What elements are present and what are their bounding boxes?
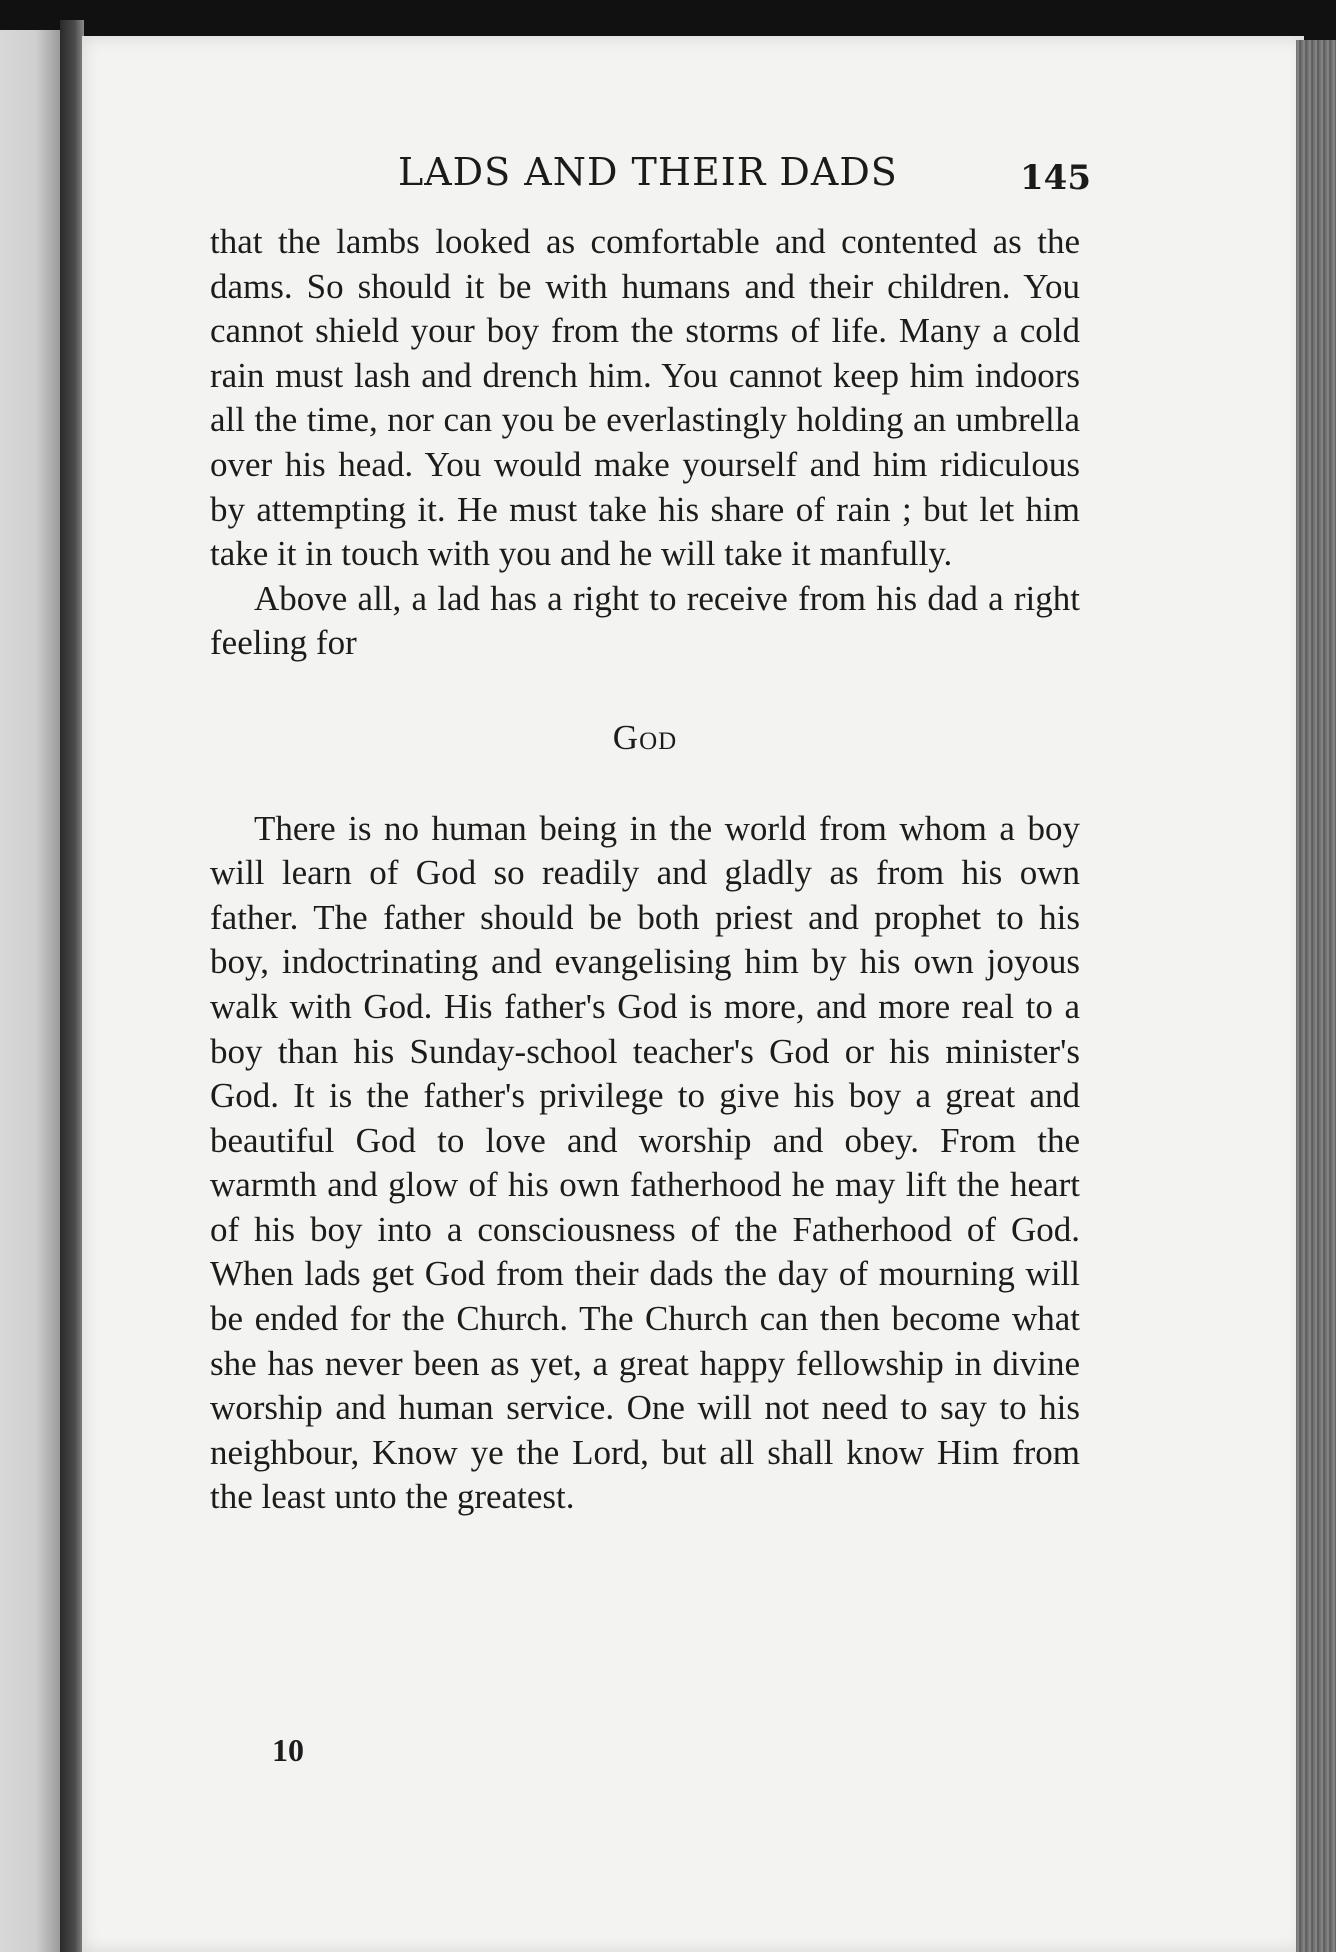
previous-page-edge	[0, 30, 60, 1952]
section-heading: God	[612, 717, 678, 757]
scan-top-border	[0, 0, 1336, 40]
paragraph: Above all, a lad has a right to receive from his dad a right feeling for	[210, 578, 1080, 663]
paragraph: There is no human being in the world from whom a boy will learn of God so readily and gladly as from his own father. The father should be both priest and prophet to his boy, indoctrinating and evangelising him by his own joyous walk with God. His father's God is more, and more real to a boy than his Sunday-school teacher's God or his minister's God. It is the father's privilege to give his boy a great and beautiful God to love and worship and obey. From the warmth and glow of his own fatherhood he may lift the heart of his boy into a consciousness of the Fatherhood of God. When lads get God from their dads the day of mourning will be ended for the Church. The Church can then become what she has never been as yet, a great happy fellowship in divine worship and human service. One will not need to say to his neighbour, Know ye the Lord, but all shall know Him from the least unto the greatest.	[210, 808, 1080, 1517]
page-stack-edge	[1296, 40, 1336, 1952]
running-head: LADS AND THEIR DADS	[398, 150, 898, 194]
paragraph: that the lambs looked as comfortable and contented as the dams. So should it be with humans and their children. You cannot shield your boy from the storms of life. Many a cold rain must lash and drench him. You cannot keep him indoors all the time, nor can you be everlastingly holding an umbrella over his head. You would make yourself and him ridiculous by attempting it. He must take his share of rain ; but let him take it in touch with you and he will take it manfully.	[210, 222, 1080, 574]
signature-mark: 10	[272, 1732, 304, 1768]
page-text	[210, 220, 1080, 1520]
page-number: 145	[1020, 158, 1091, 198]
book-gutter	[60, 20, 84, 1952]
